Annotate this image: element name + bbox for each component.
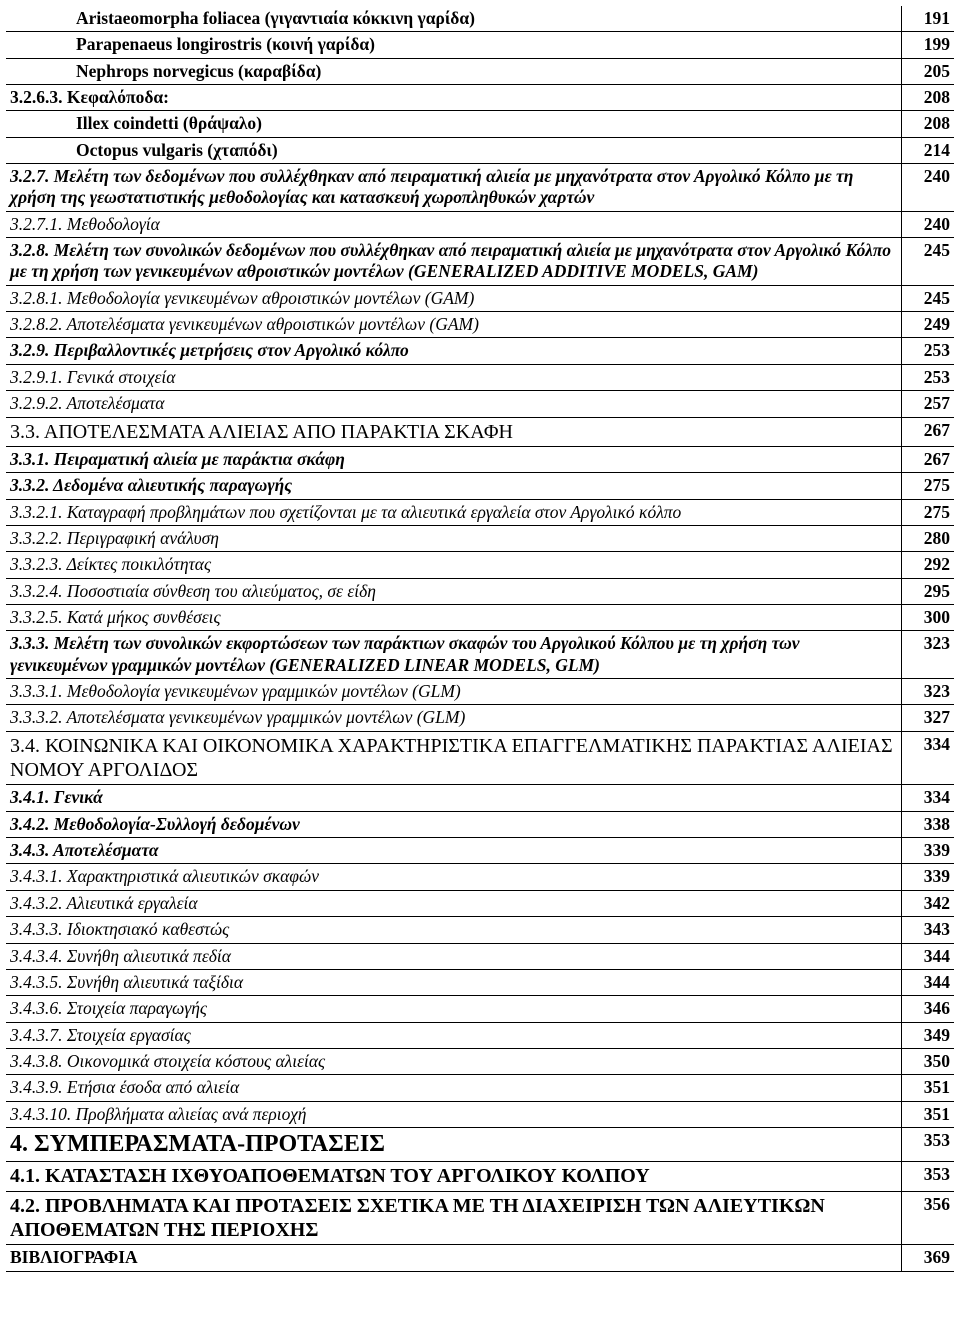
toc-entry-number: 3.2.8.2.: [10, 314, 63, 335]
toc-row: [6, 705, 954, 731]
toc-row: [6, 238, 954, 286]
toc-page-number: 342: [902, 890, 955, 916]
toc-entry: [6, 312, 902, 338]
toc-entry-number: 3.3.3.: [10, 633, 50, 654]
toc-entry-title: Μελέτη των συνολικών εκφορτώσεων των παράκτιων σκαφών του Αργολικού Κόλπου με τη χρήση των γενικευμένων γραμμικών μοντέλων (GENERALIZED LINEAR MODELS, GLM): [10, 633, 800, 675]
toc-page-number: 351: [902, 1075, 955, 1101]
toc-row: [6, 499, 954, 525]
toc-entry-number: 3.4.3.3.: [10, 919, 63, 940]
toc-entry-title: Parapenaeus longirostris (κοινή γαρίδα): [76, 34, 376, 55]
toc-entry: [6, 552, 902, 578]
toc-entry: [6, 137, 902, 163]
toc-entry-number: 3.2.7.: [10, 166, 50, 187]
toc-page-number: 369: [902, 1245, 955, 1271]
toc-entry: [6, 996, 902, 1022]
toc-entry-number: 3.2.9.: [10, 340, 50, 361]
toc-entry: [6, 969, 902, 995]
toc-entry: [6, 631, 902, 679]
toc-row: [6, 969, 954, 995]
toc-body: [6, 6, 954, 1271]
toc-entry: [6, 164, 902, 212]
toc-row: [6, 1191, 954, 1245]
toc-row: [6, 417, 954, 446]
toc-entry-title: Μελέτη των συνολικών δεδομένων που συλλέχθηκαν από πειραματική αλιεία με μηχανότρατα στον Αργολικό Κόλπο με τη χρήση των γενικευμένων αθροιστικών μοντέλων (GENERALIZED ADDITIVE MODELS, GAM): [10, 240, 891, 282]
toc-entry-title: Οικονομικά στοιχεία κόστους αλιείας: [66, 1050, 326, 1071]
toc-entry: [6, 811, 902, 837]
toc-page-number: 353: [902, 1127, 955, 1161]
toc-entry-number: 3.3.1.: [10, 448, 50, 469]
toc-entry-title: Περιβαλλοντικές μετρήσεις στον Αργολικό κόλπο: [53, 340, 409, 361]
toc-entry-number: 3.4.3.1.: [10, 866, 63, 887]
toc-page-number: 356: [902, 1191, 955, 1245]
toc-row: [6, 32, 954, 58]
toc-row: [6, 111, 954, 137]
toc-row: [6, 211, 954, 237]
toc-entry-number: 3.3.2.1.: [10, 501, 63, 522]
toc-page-number: 349: [902, 1022, 955, 1048]
toc-row: [6, 85, 954, 111]
toc-entry: [6, 499, 902, 525]
toc-row: [6, 838, 954, 864]
toc-entry-title: ΑΠΟΤΕΛΕΣΜΑΤΑ ΑΛΙΕΙΑΣ ΑΠΟ ΠΑΡΑΚΤΙΑ ΣΚΑΦΗ: [43, 420, 513, 443]
toc-page-number: 267: [902, 417, 955, 446]
toc-entry-title: Ετήσια έσοδα από αλιεία: [66, 1077, 240, 1098]
toc-page-number: 334: [902, 731, 955, 785]
toc-entry-title: Στοιχεία παραγωγής: [66, 998, 208, 1019]
toc-entry: [6, 285, 902, 311]
toc-row: [6, 1022, 954, 1048]
toc-row: [6, 890, 954, 916]
toc-entry-title: Αποτελέσματα: [53, 840, 159, 861]
toc-page-number: 323: [902, 631, 955, 679]
toc-row: [6, 473, 954, 499]
toc-entry: [6, 838, 902, 864]
toc-entry: [6, 338, 902, 364]
toc-entry-number: 3.2.6.3.: [10, 87, 63, 108]
toc-entry: [6, 1245, 902, 1271]
toc-row: [6, 943, 954, 969]
toc-entry-title: Περιγραφική ανάλυση: [66, 527, 219, 548]
toc-entry: [6, 111, 902, 137]
toc-row: [6, 525, 954, 551]
toc-entry: [6, 1075, 902, 1101]
toc-page-number: 199: [902, 32, 955, 58]
toc-row: [6, 552, 954, 578]
toc-page-number: 214: [902, 137, 955, 163]
toc-page-number: 353: [902, 1162, 955, 1191]
toc-entry: [6, 1162, 902, 1191]
toc-entry-number: 3.3.2.2.: [10, 527, 63, 548]
toc-entry: [6, 85, 902, 111]
toc-entry: [6, 364, 902, 390]
toc-row: [6, 917, 954, 943]
toc-row: [6, 864, 954, 890]
toc-page-number: 323: [902, 678, 955, 704]
toc-entry-number: 3.4.3.6.: [10, 998, 63, 1019]
toc-entry: [6, 890, 902, 916]
toc-entry: [6, 943, 902, 969]
toc-entry-title: Κατά μήκος συνθέσεις: [66, 606, 221, 627]
toc-page-number: 295: [902, 578, 955, 604]
toc-row: [6, 364, 954, 390]
toc-entry: [6, 864, 902, 890]
toc-entry-title: Ιδιοκτησιακό καθεστώς: [66, 919, 230, 940]
toc-entry-title: Μεθοδολογία-Συλλογή δεδομένων: [53, 813, 300, 834]
toc-entry: [6, 1191, 902, 1245]
toc-row: [6, 285, 954, 311]
toc-entry-title: Γενικά: [53, 787, 103, 808]
toc-page-number: 280: [902, 525, 955, 551]
toc-page-number: 346: [902, 996, 955, 1022]
toc-entry-title: Μεθοδολογία: [66, 213, 160, 234]
toc-entry-title: Αποτελέσματα γενικευμένων γραμμικών μοντέλων (GLM): [66, 707, 466, 728]
toc-row: [6, 678, 954, 704]
toc-page-number: 339: [902, 864, 955, 890]
toc-entry-title: Αποτελέσματα: [66, 393, 165, 414]
toc-row: [6, 338, 954, 364]
toc-entry: [6, 705, 902, 731]
toc-page-number: 249: [902, 312, 955, 338]
toc-page-number: 338: [902, 811, 955, 837]
toc-page-number: 350: [902, 1048, 955, 1074]
toc-entry-number: 4.: [10, 1130, 28, 1157]
toc-entry-number: 3.4.3.4.: [10, 945, 63, 966]
toc-entry-title: Γενικά στοιχεία: [66, 366, 176, 387]
toc-row: [6, 785, 954, 811]
toc-entry-number: 3.4.3.10.: [10, 1103, 72, 1124]
toc-entry-number: 3.4.3.9.: [10, 1077, 63, 1098]
toc-page-number: 253: [902, 364, 955, 390]
toc-entry-number: 3.4.: [10, 734, 40, 757]
toc-page-number: 267: [902, 446, 955, 472]
toc-entry: [6, 604, 902, 630]
toc-entry-title: ΠΡΟΒΛΗΜΑΤΑ ΚΑΙ ΠΡΟΤΑΣΕΙΣ ΣΧΕΤΙΚΑ ΜΕ ΤΗ ΔΙΑΧΕΙΡΙΣΗ ΤΩΝ ΑΛΙΕΥΤΙΚΩΝ ΑΠΟΘΕΜΑΤΩΝ ΤΗΣ ΠΕΡΙΟΧΗΣ: [10, 1194, 825, 1241]
toc-row: [6, 1245, 954, 1271]
toc-page-number: 334: [902, 785, 955, 811]
toc-entry-number: 3.3.2.: [10, 475, 50, 496]
toc-row: [6, 731, 954, 785]
toc-entry-title: Αποτελέσματα γενικευμένων αθροιστικών μοντέλων (GAM): [66, 314, 479, 335]
toc-entry-number: 3.4.3.7.: [10, 1024, 63, 1045]
toc-entry-title: Octopus vulgaris (χταπόδι): [76, 139, 278, 160]
toc-entry-number: 3.3.2.5.: [10, 606, 63, 627]
toc-entry-title: Συνήθη αλιευτικά πεδία: [66, 945, 231, 966]
toc-row: [6, 137, 954, 163]
toc-row: [6, 58, 954, 84]
toc-row: [6, 1101, 954, 1127]
toc-page-number: 327: [902, 705, 955, 731]
toc-entry: [6, 6, 902, 32]
toc-entry-title: Nephrops norvegicus (καραβίδα): [76, 60, 322, 81]
toc-entry: [6, 473, 902, 499]
toc-entry-title: Χαρακτηριστικά αλιευτικών σκαφών: [66, 866, 319, 887]
toc-entry-number: 4.1.: [10, 1165, 40, 1188]
toc-page-number: 292: [902, 552, 955, 578]
toc-entry-number: 3.2.7.1.: [10, 213, 63, 234]
toc-row: [6, 811, 954, 837]
toc-page-number: 253: [902, 338, 955, 364]
toc-entry-number: 3.4.3.5.: [10, 971, 63, 992]
toc-page-number: 344: [902, 969, 955, 995]
toc-row: [6, 1127, 954, 1161]
toc-page-number: 245: [902, 238, 955, 286]
toc-row: [6, 312, 954, 338]
toc-entry-number: 3.4.3.2.: [10, 892, 63, 913]
toc-page-number: 343: [902, 917, 955, 943]
toc-row: [6, 446, 954, 472]
toc-entry-title: Ποσοστιαία σύνθεση του αλιεύματος, σε είδη: [66, 580, 376, 601]
toc-page-number: 245: [902, 285, 955, 311]
toc-entry-number: 3.2.9.1.: [10, 366, 63, 387]
toc-entry-number: 3.4.3.8.: [10, 1050, 63, 1071]
toc-entry: [6, 1101, 902, 1127]
toc-entry-title: Καταγραφή προβλημάτων που σχετίζονται με τα αλιευτικά εργαλεία στον Αργολικό κόλπο: [66, 501, 682, 522]
toc-row: [6, 1162, 954, 1191]
toc-entry-title: Δείκτες ποικιλότητας: [66, 554, 212, 575]
toc-entry-title: Αλιευτικά εργαλεία: [66, 892, 198, 913]
toc-entry: [6, 211, 902, 237]
toc-entry-number: 3.2.9.2.: [10, 393, 63, 414]
toc-entry-title: Στοιχεία εργασίας: [66, 1024, 191, 1045]
toc-entry: [6, 32, 902, 58]
table-of-contents: [6, 6, 954, 1272]
toc-row: [6, 996, 954, 1022]
toc-page-number: 300: [902, 604, 955, 630]
toc-entry-title: Μελέτη των δεδομένων που συλλέχθηκαν από πειραματική αλιεία με μηχανότρατα στον Αργολικό Κόλπο με τη χρήση της γεωστατιστικής μεθοδολογίας και κατασκευή χωροπληθυκών χαρτών: [10, 166, 854, 208]
toc-row: [6, 604, 954, 630]
toc-entry: [6, 238, 902, 286]
toc-entry-number: 3.3.: [10, 420, 40, 443]
toc-entry-title: Μεθοδολογία γενικευμένων γραμμικών μοντέλων (GLM): [66, 680, 461, 701]
toc-row: [6, 1075, 954, 1101]
toc-entry-title: ΚΑΤΑΣΤΑΣΗ ΙΧΘΥΟΑΠΟΘΕΜΑΤΩΝ ΤΟΥ ΑΡΓΟΛΙΚΟΥ ΚΟΛΠΟΥ: [45, 1165, 650, 1188]
toc-page-number: 257: [902, 391, 955, 417]
toc-entry: [6, 731, 902, 785]
toc-entry-number: 4.2.: [10, 1194, 40, 1217]
toc-entry: [6, 525, 902, 551]
toc-entry-number: 3.3.2.3.: [10, 554, 63, 575]
toc-page-number: 275: [902, 499, 955, 525]
toc-row: [6, 578, 954, 604]
toc-entry-number: 3.3.2.4.: [10, 580, 63, 601]
toc-entry-title: Πειραματική αλιεία με παράκτια σκάφη: [53, 448, 345, 469]
toc-page-number: 208: [902, 85, 955, 111]
toc-entry-number: 3.2.8.1.: [10, 287, 63, 308]
toc-entry: [6, 1048, 902, 1074]
toc-page-number: 339: [902, 838, 955, 864]
toc-page-number: 240: [902, 164, 955, 212]
toc-entry: [6, 417, 902, 446]
toc-row: [6, 391, 954, 417]
toc-page-number: 275: [902, 473, 955, 499]
toc-entry: [6, 446, 902, 472]
toc-entry: [6, 785, 902, 811]
toc-page-number: 351: [902, 1101, 955, 1127]
toc-entry-title: Κεφαλόποδα:: [66, 87, 170, 108]
toc-entry-title: Προβλήματα αλιείας ανά περιοχή: [75, 1103, 307, 1124]
toc-entry: [6, 1022, 902, 1048]
toc-entry-number: 3.2.8.: [10, 240, 50, 261]
toc-entry-title: ΣΥΜΠΕΡΑΣΜΑΤΑ-ΠΡΟΤΑΣΕΙΣ: [34, 1130, 385, 1157]
toc-entry: [6, 391, 902, 417]
toc-page-number: 240: [902, 211, 955, 237]
toc-row: [6, 1048, 954, 1074]
toc-row: [6, 6, 954, 32]
toc-entry-title: Illex coindetti (θράψαλο): [76, 113, 263, 134]
toc-entry: [6, 678, 902, 704]
toc-entry-number: 3.3.3.1.: [10, 680, 63, 701]
toc-entry-number: 3.4.1.: [10, 787, 50, 808]
toc-entry-title: Aristaeomorpha foliacea (γιγαντιαία κόκκινη γαρίδα): [76, 8, 475, 28]
toc-entry: [6, 1127, 902, 1161]
toc-page-number: 208: [902, 111, 955, 137]
toc-entry-title: Μεθοδολογία γενικευμένων αθροιστικών μοντέλων (GAM): [66, 287, 475, 308]
toc-entry: [6, 917, 902, 943]
toc-entry-title: Δεδομένα αλιευτικής παραγωγής: [53, 475, 292, 496]
toc-row: [6, 164, 954, 212]
toc-entry-number: 3.4.3.: [10, 840, 50, 861]
toc-entry: [6, 578, 902, 604]
toc-entry-title: ΚΟΙΝΩΝΙΚΑ ΚΑΙ ΟΙΚΟΝΟΜΙΚΑ ΧΑΡΑΚΤΗΡΙΣΤΙΚΑ ΕΠΑΓΓΕΛΜΑΤΙΚΗΣ ΠΑΡΑΚΤΙΑΣ ΑΛΙΕΙΑΣ ΝΟΜΟΥ ΑΡΓΟΛΙΔΟΣ: [10, 734, 893, 782]
toc-page-number: 191: [902, 6, 955, 32]
toc-page-number: 344: [902, 943, 955, 969]
toc-row: [6, 631, 954, 679]
toc-entry: [6, 58, 902, 84]
toc-entry-number: 3.3.3.2.: [10, 707, 63, 728]
toc-entry-title: Συνήθη αλιευτικά ταξίδια: [66, 971, 244, 992]
toc-entry-title: ΒΙΒΛΙΟΓΡΑΦΙΑ: [10, 1247, 138, 1268]
toc-entry-number: 3.4.2.: [10, 813, 50, 834]
toc-page-number: 205: [902, 58, 955, 84]
